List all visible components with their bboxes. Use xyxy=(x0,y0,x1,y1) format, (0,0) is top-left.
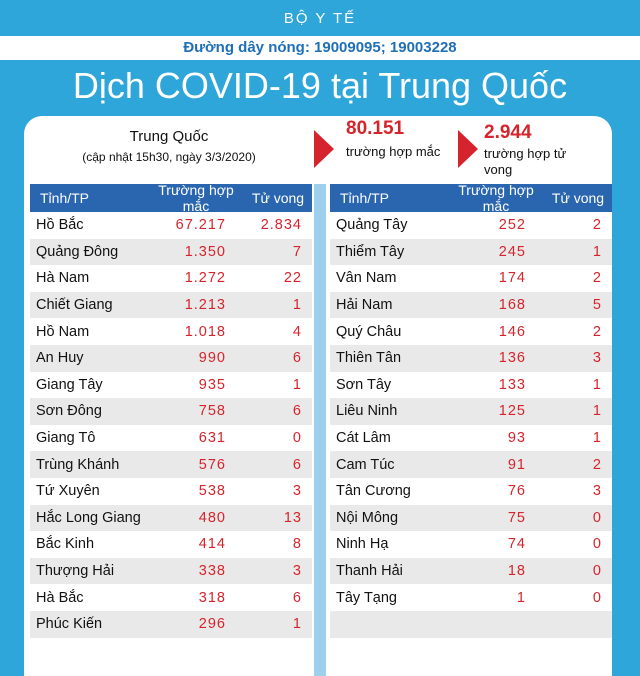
table-row xyxy=(30,611,312,638)
cases-arrow-icon xyxy=(314,130,334,168)
death-count: 6 xyxy=(292,589,302,606)
death-count: 0 xyxy=(592,589,602,606)
province-name: Giang Tô xyxy=(36,430,96,447)
case-count: 631 xyxy=(198,430,226,447)
province-name: Phúc Kiến xyxy=(36,616,103,633)
case-count: 133 xyxy=(498,376,526,393)
table-row xyxy=(330,398,612,425)
death-count: 3 xyxy=(292,563,302,580)
table-row xyxy=(30,531,312,558)
case-count: 136 xyxy=(498,350,526,367)
province-name: Thiểm Tây xyxy=(336,243,405,260)
total-deaths-label: trường hợp tử vong xyxy=(484,146,567,177)
table-row xyxy=(30,265,312,292)
case-count: 1 xyxy=(516,589,526,606)
table-row xyxy=(330,531,612,558)
total-deaths-value: 2.944 xyxy=(484,122,532,143)
death-count: 1 xyxy=(292,376,302,393)
case-count: 480 xyxy=(198,509,226,526)
death-count: 13 xyxy=(283,509,302,526)
table-row xyxy=(30,372,312,399)
death-count: 3 xyxy=(592,483,602,500)
death-count: 3 xyxy=(592,350,602,367)
table-row xyxy=(330,478,612,505)
death-count: 0 xyxy=(592,536,602,553)
province-name: Thanh Hải xyxy=(336,563,403,580)
table-row xyxy=(330,292,612,319)
case-count: 93 xyxy=(507,430,526,447)
province-table-left xyxy=(30,184,312,638)
province-name: Giang Tây xyxy=(36,376,103,393)
table-row xyxy=(30,478,312,505)
header-deaths: Tử vong xyxy=(251,190,305,206)
case-count: 125 xyxy=(498,403,526,420)
header-province: Tỉnh/TP xyxy=(40,190,90,206)
case-count: 414 xyxy=(198,536,226,553)
death-count: 1 xyxy=(592,243,602,260)
province-name: Quảng Đông xyxy=(36,243,119,260)
province-name: Cam Túc xyxy=(336,456,395,473)
death-count: 0 xyxy=(592,509,602,526)
hotline-banner: Đường dây nóng: 19009095; 19003228 xyxy=(0,36,640,60)
province-name: Cát Lâm xyxy=(336,430,391,447)
table-row xyxy=(330,239,612,266)
province-name: Quảng Tây xyxy=(336,217,408,234)
death-count: 6 xyxy=(292,350,302,367)
death-count: 5 xyxy=(592,297,602,314)
case-count: 168 xyxy=(498,297,526,314)
table-body-right xyxy=(330,212,612,638)
death-count: 1 xyxy=(292,616,302,633)
death-count: 2 xyxy=(592,270,602,287)
case-count: 75 xyxy=(507,509,526,526)
table-row xyxy=(30,451,312,478)
province-name: Bắc Kinh xyxy=(36,536,95,553)
province-name: Thiên Tân xyxy=(336,350,402,367)
province-name: Chiết Giang xyxy=(36,297,113,314)
case-count: 318 xyxy=(198,589,226,606)
deaths-arrow-icon xyxy=(458,130,478,168)
table-row xyxy=(30,345,312,372)
province-name: Hà Bắc xyxy=(36,589,84,606)
case-count: 174 xyxy=(498,270,526,287)
case-count: 758 xyxy=(198,403,226,420)
case-count: 146 xyxy=(498,323,526,340)
column-divider xyxy=(314,184,326,676)
case-count: 18 xyxy=(507,563,526,580)
province-name: Hà Nam xyxy=(36,270,90,287)
province-name: Hắc Long Giang xyxy=(36,509,141,526)
table-row xyxy=(330,318,612,345)
table-row xyxy=(330,345,612,372)
table-row xyxy=(30,584,312,611)
province-name: Ninh Hạ xyxy=(336,536,389,553)
death-count: 2 xyxy=(592,456,602,473)
death-count: 1 xyxy=(592,430,602,447)
table-row xyxy=(330,265,612,292)
death-count: 2 xyxy=(592,217,602,234)
total-cases-label: trường hợp mắc xyxy=(346,144,441,159)
province-name: Hồ Bắc xyxy=(36,217,84,234)
death-count: 7 xyxy=(292,243,302,260)
table-header xyxy=(30,184,312,212)
death-count: 1 xyxy=(292,297,302,314)
death-count: 0 xyxy=(592,563,602,580)
death-count: 6 xyxy=(292,456,302,473)
table-row xyxy=(330,558,612,585)
case-count: 538 xyxy=(198,483,226,500)
province-name: Quý Châu xyxy=(336,323,402,340)
case-count: 338 xyxy=(198,563,226,580)
death-count: 1 xyxy=(592,403,602,420)
case-count: 1.272 xyxy=(184,270,226,287)
death-count: 1 xyxy=(592,376,602,393)
table-row xyxy=(30,505,312,532)
case-count: 1.018 xyxy=(184,323,226,340)
table-row xyxy=(30,558,312,585)
death-count: 4 xyxy=(292,323,302,340)
case-count: 245 xyxy=(498,243,526,260)
stats-card xyxy=(24,116,612,676)
table-row xyxy=(330,584,612,611)
case-count: 91 xyxy=(507,456,526,473)
table-row xyxy=(30,398,312,425)
case-count: 74 xyxy=(507,536,526,553)
case-count: 76 xyxy=(507,483,526,500)
province-name: Tứ Xuyên xyxy=(36,483,100,500)
province-name: Hải Nam xyxy=(336,297,393,314)
province-name: Vân Nam xyxy=(336,270,397,287)
table-row xyxy=(330,505,612,532)
header-cases: Trường hợp mắc xyxy=(158,182,234,214)
update-time: (cập nhật 15h30, ngày 3/3/2020) xyxy=(82,150,256,164)
province-name: Thượng Hải xyxy=(36,563,115,580)
ministry-label: BỘ Y TẾ xyxy=(283,10,357,27)
header-province: Tỉnh/TP xyxy=(340,190,390,206)
province-name: Sơn Đông xyxy=(36,403,102,420)
case-count: 1.213 xyxy=(184,297,226,314)
death-count: 2 xyxy=(592,323,602,340)
table-row xyxy=(30,292,312,319)
header-deaths: Tử vong xyxy=(551,190,605,206)
table-row xyxy=(30,239,312,266)
case-count: 935 xyxy=(198,376,226,393)
table-row xyxy=(330,425,612,452)
case-count: 252 xyxy=(498,217,526,234)
death-count: 6 xyxy=(292,403,302,420)
table-row xyxy=(330,372,612,399)
death-count: 0 xyxy=(292,430,302,447)
table-row xyxy=(330,611,612,638)
case-count: 576 xyxy=(198,456,226,473)
table-header xyxy=(330,184,612,212)
case-count: 990 xyxy=(198,350,226,367)
death-count: 8 xyxy=(292,536,302,553)
province-name: Sơn Tây xyxy=(336,376,392,393)
death-count: 2.834 xyxy=(260,217,302,234)
death-count: 22 xyxy=(283,270,302,287)
death-count: 3 xyxy=(292,483,302,500)
table-row xyxy=(30,425,312,452)
table-body-left xyxy=(30,212,312,638)
province-name: Nội Mông xyxy=(336,509,399,526)
province-name: Tân Cương xyxy=(336,483,411,500)
province-name: Tây Tạng xyxy=(336,589,397,606)
region-label: Trung Quốc xyxy=(129,128,209,145)
table-row xyxy=(30,318,312,345)
province-name: An Huy xyxy=(36,350,84,367)
header-cases: Trường hợp mắc xyxy=(458,182,534,214)
province-table-right xyxy=(330,184,612,638)
page-title: Dịch COVID-19 tại Trung Quốc xyxy=(72,65,568,106)
province-name: Trùng Khánh xyxy=(36,456,120,473)
province-name: Liêu Ninh xyxy=(336,403,398,420)
province-name: Hồ Nam xyxy=(36,323,90,340)
case-count: 1.350 xyxy=(184,243,226,260)
case-count: 67.217 xyxy=(175,217,226,234)
table-row xyxy=(330,451,612,478)
table-row xyxy=(30,212,312,239)
case-count: 296 xyxy=(198,616,226,633)
table-row xyxy=(330,212,612,239)
total-cases-value: 80.151 xyxy=(346,118,405,139)
